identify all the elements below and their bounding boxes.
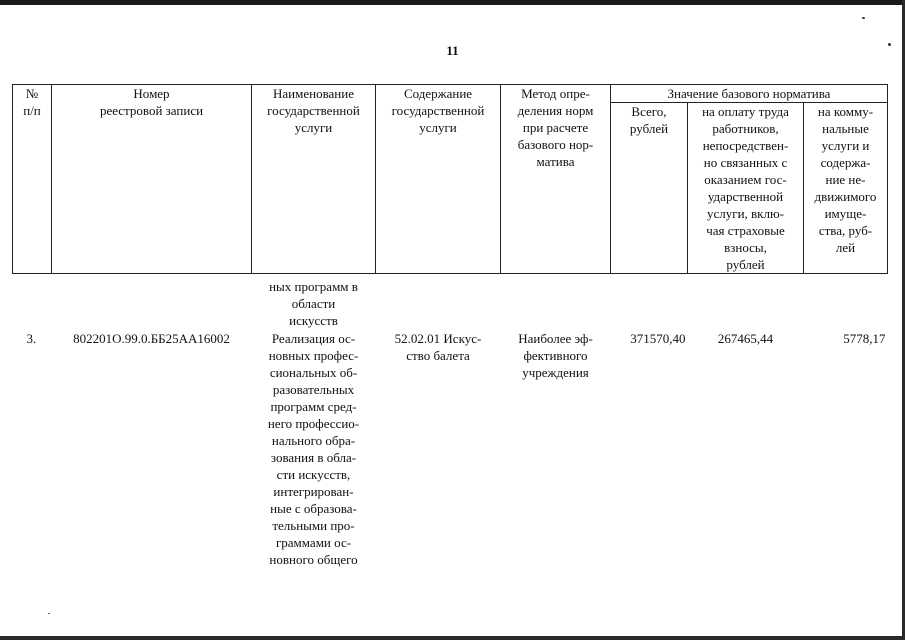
header-service-name: Наименование государственной услуги: [252, 85, 376, 274]
header-total: Всего, рублей: [611, 103, 688, 274]
scan-speck: [48, 613, 50, 614]
cell-num: 3.: [26, 331, 37, 346]
continued-service-name: ных программ в области искусств: [269, 279, 358, 328]
table-row-continued: [13, 274, 888, 330]
scan-speck: [862, 17, 865, 19]
header-method: Метод опре- деления норм при расчете базового нор- матива: [501, 85, 611, 274]
header-utilities-costs: на комму- нальные услуги и содержа- ние не- движимого имуще- ства, руб- лей: [804, 103, 888, 274]
cell-total: 371570,40: [630, 331, 686, 346]
page-number: 11: [446, 43, 459, 58]
header-service-content: Содержание государственной услуги: [376, 85, 501, 274]
header-num: № п/п: [13, 85, 52, 274]
table-row: [13, 329, 888, 568]
base-norm-table: [12, 84, 888, 568]
cell-service-name: Реализация ос- новных профес- сиональных об- разовательных программ сред- него профессио- нального обра- зования в обла- сти искусств, интегрирован- ные с образова- тельными про- граммами ос- новного общего: [267, 331, 360, 567]
cell-registry-number: 802201О.99.0.ББ25АА16002: [73, 331, 230, 346]
scan-border-bottom: [0, 636, 905, 640]
table-header: [13, 85, 888, 274]
table-body: [13, 274, 888, 569]
header-labor-costs: на оплату труда работников, непосредствен- но связанных с оказанием гос- ударственной услуги, вклю- чая страховые взносы, рублей: [688, 103, 804, 274]
cell-labor-costs: 267465,44: [717, 331, 774, 346]
cell-utilities-costs: 5778,17: [843, 331, 886, 346]
scan-border-top: [0, 0, 905, 5]
header-registry-number: Номер реестровой записи: [52, 85, 252, 274]
cell-service-content: 52.02.01 Искус- ство балета: [394, 331, 482, 363]
header-base-norm-value: Значение базового норматива: [611, 85, 888, 103]
cell-method: Наиболее эф- фективного учреждения: [518, 331, 593, 380]
